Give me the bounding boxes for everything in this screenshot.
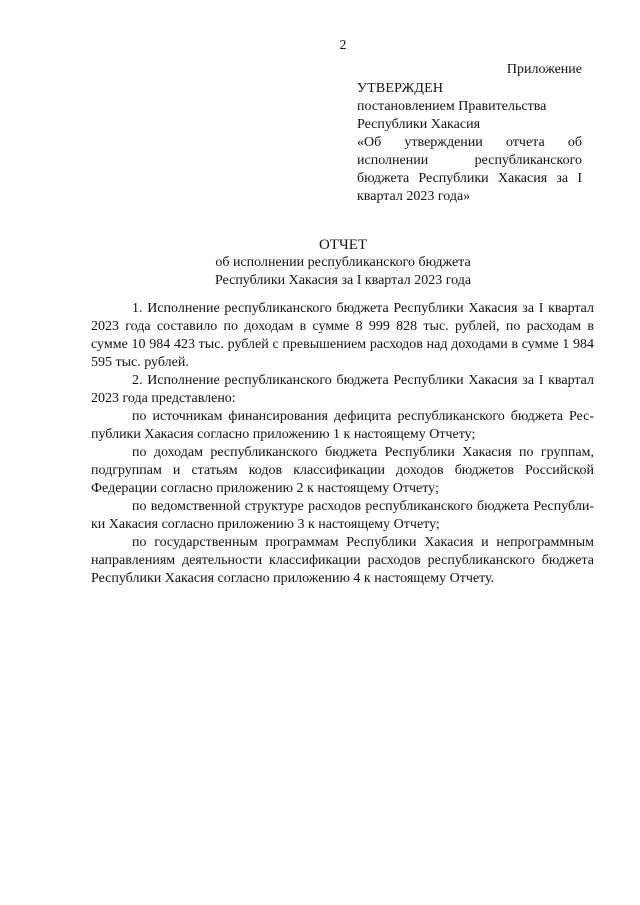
paragraph-state-programs: по государственным программам Республики Хакасия и непрограммным направлениям деятельности классификации расходов республиканского бюджета Республики Хакасия согласно приложению 4 к настоящему Отчету. xyxy=(91,535,594,586)
approval-stamp: УТВЕРЖДЕН xyxy=(357,81,444,96)
report-subtitle-line-1: об исполнении республиканского бюджета xyxy=(215,255,471,270)
report-body xyxy=(91,300,594,588)
paragraph-deficit-financing: по источникам финансирования дефицита республиканского бюджета Республики Хакасия согласно приложению 1 к настоящему Отчету; xyxy=(91,409,594,442)
report-heading xyxy=(0,236,640,290)
paragraph-execution-presented: 2. Исполнение республиканского бюджета Республики Хакасия за I квартал 2023 года представлено: xyxy=(91,373,594,406)
report-title: ОТЧЕТ xyxy=(318,237,368,253)
approval-block xyxy=(357,80,582,206)
page-number: 2 xyxy=(339,38,347,53)
approval-by-line-2: Республики Хакасия xyxy=(357,117,481,132)
report-subtitle-line-2: Республики Хакасия за I квартал 2023 года xyxy=(214,273,472,288)
appendix-label: Приложение xyxy=(506,62,582,77)
paragraph-departmental-structure: по ведомственной структуре расходов республиканского бюджета Республики Хакасия согласно приложению 3 к настоящему Отчету; xyxy=(91,499,594,532)
paragraph-revenues-by-group: по доходам республиканского бюджета Республики Хакасия по группам, подгруппам и статьям кодов классификации доходов бюджетов Российской Федерации согласно приложению 2 к настоящему Отчету; xyxy=(91,445,594,496)
approval-by-line-1: постановлением Правительства xyxy=(357,99,547,114)
decree-title: «Об утверждении отчета об исполнении республиканского бюджета Республики Хакасия за I квартал 2023 года» xyxy=(357,135,582,204)
paragraph-revenue-expenditure: 1. Исполнение республиканского бюджета Республики Хакасия за I квартал 2023 года составило по доходам в сумме 8 999 828 тыс. рублей, по расходам в сумме 10 984 423 тыс. рублей с превышением расходов над доходами в сумме 1 984 595 тыс. рублей. xyxy=(91,301,594,370)
